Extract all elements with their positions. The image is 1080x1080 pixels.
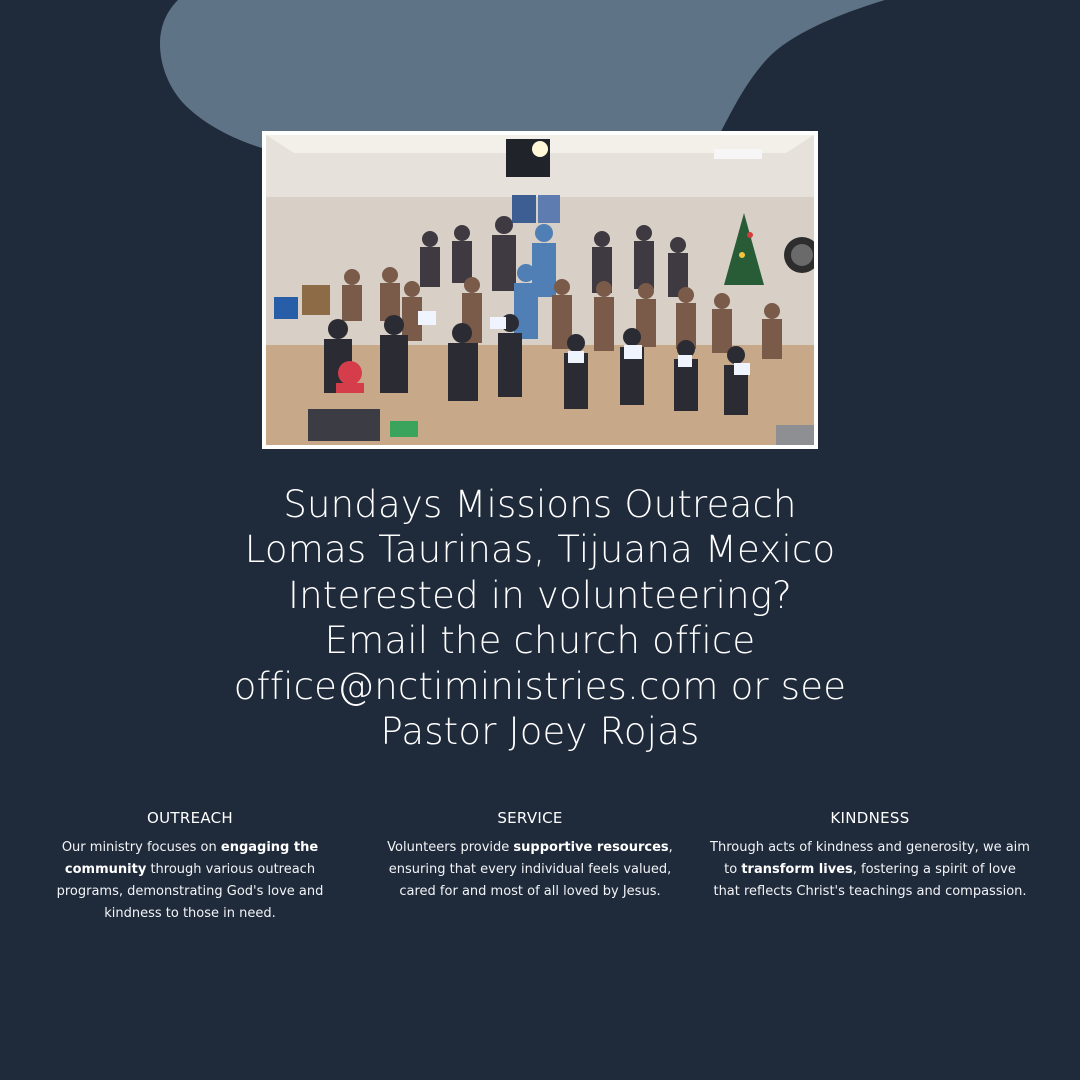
headline-line-location: Lomas Taurinas, Tijuana Mexico bbox=[244, 528, 836, 572]
headline-line-email-contact: office@nctiministries.com or see bbox=[233, 664, 847, 708]
values-columns bbox=[0, 808, 1080, 948]
service-text-start: Volunteers provide bbox=[387, 840, 514, 855]
outreach-text-end: through various outreach programs, demonstrating God's love and kindness to those in need. bbox=[56, 862, 324, 921]
outreach-description bbox=[30, 837, 350, 925]
kindness-highlight: transform lives bbox=[741, 862, 853, 877]
kindness-text-end: , fostering a spirit of love that reflects Christ's teachings and compassion. bbox=[713, 862, 1027, 899]
kindness-text-start: Through acts of kindness and generosity, we aim to bbox=[710, 840, 1030, 877]
kindness-column bbox=[710, 808, 1030, 903]
kindness-description bbox=[710, 837, 1030, 903]
service-title: SERVICE bbox=[497, 809, 563, 827]
outreach-text-start: Our ministry focuses on bbox=[61, 840, 221, 855]
group-photo bbox=[262, 131, 818, 449]
headline-line-pastor: Pastor Joey Rojas bbox=[380, 710, 700, 754]
headline-text-block bbox=[190, 482, 890, 754]
headline-line-question: Interested in volunteering? bbox=[287, 573, 792, 617]
outreach-column bbox=[30, 808, 350, 925]
kindness-title: KINDNESS bbox=[830, 809, 910, 827]
headline-line-title: Sundays Missions Outreach bbox=[283, 483, 797, 526]
outreach-highlight: engaging the community bbox=[64, 840, 319, 877]
service-description bbox=[370, 837, 690, 903]
outreach-title: OUTREACH bbox=[147, 809, 233, 827]
service-text-end: , ensuring that every individual feels valued, cared for and most of all loved by Jesus. bbox=[388, 840, 673, 899]
service-highlight: supportive resources bbox=[513, 840, 669, 855]
headline-line-email-call-to-action: Email the church office bbox=[324, 619, 756, 663]
service-column bbox=[370, 808, 690, 903]
